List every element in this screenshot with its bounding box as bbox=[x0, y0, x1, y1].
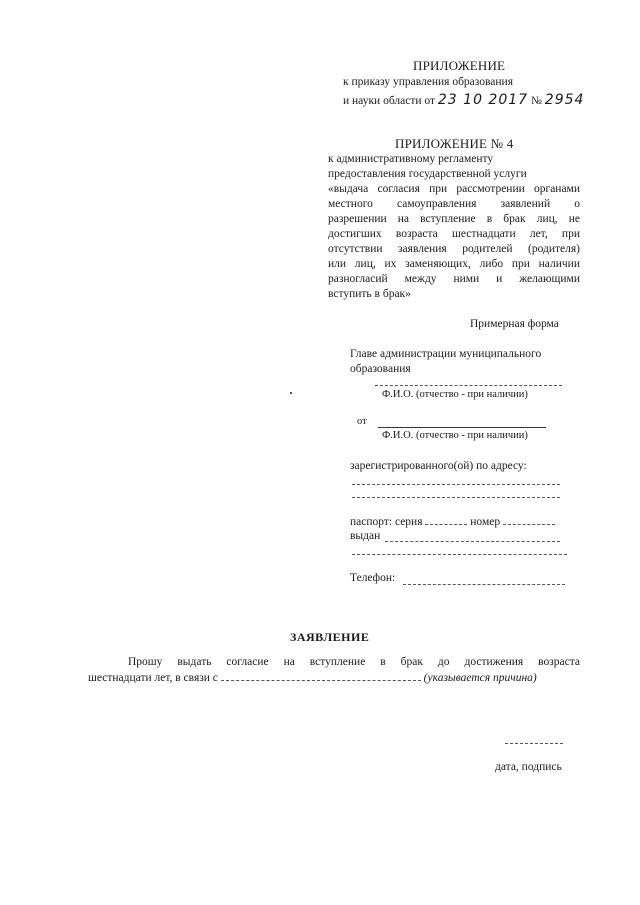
annex4-line: разногласий между ними и желающими bbox=[328, 273, 580, 285]
reason-hint: (указывается причина) bbox=[423, 672, 537, 684]
statement-heading: ЗАЯВЛЕНИЕ bbox=[290, 630, 370, 644]
statement-line1: Прошу выдать согласие на вступление в брак до достижения возраста bbox=[128, 656, 580, 668]
fio-hint-2: Ф.И.О. (отчество - при наличии) bbox=[382, 430, 528, 441]
registered-label: зарегистрированного(ой) по адресу: bbox=[350, 460, 527, 472]
statement-line2 bbox=[88, 672, 537, 684]
issued-label: выдан bbox=[350, 530, 381, 542]
addressee-line2: образования bbox=[350, 363, 411, 375]
annex4-line: «выдача согласия при рассмотрении органами bbox=[328, 183, 580, 195]
annex-order-prefix: и науки области от bbox=[343, 95, 436, 107]
statement-line1-wrap bbox=[128, 655, 580, 670]
address-line-2 bbox=[352, 497, 560, 498]
handwritten-date: 23 10 2017 bbox=[437, 92, 529, 108]
annex-order-line: к приказу управления образования bbox=[343, 76, 513, 88]
annex4-text bbox=[328, 152, 580, 302]
annex4-line: вступить в брак» bbox=[328, 288, 411, 300]
annex4-line: или лиц, их заменяющих, либо при наличии bbox=[328, 258, 580, 270]
form-label: Примерная форма bbox=[470, 318, 559, 330]
passport-series-field bbox=[425, 524, 467, 525]
phone-label: Телефон: bbox=[350, 572, 396, 584]
phone-line bbox=[403, 584, 565, 585]
fio-line bbox=[375, 385, 562, 386]
statement-line2-prefix: шестнадцати лет, в связи с bbox=[88, 672, 218, 684]
annex4-line: разрешении на вступление в брак лиц, не bbox=[328, 213, 580, 225]
annex-title: ПРИЛОЖЕНИЕ bbox=[413, 58, 506, 73]
annex4-line: к административному регламенту bbox=[328, 153, 494, 165]
issued-row bbox=[350, 530, 380, 542]
signature-label: дата, подпись bbox=[495, 761, 562, 773]
issued-line-2 bbox=[352, 554, 567, 555]
passport-number-label: номер bbox=[470, 516, 501, 528]
scan-speck bbox=[290, 392, 292, 394]
annex4-line: отсутствии заявления родителей (родителя) bbox=[328, 243, 580, 255]
from-label: от bbox=[357, 416, 367, 427]
reason-field bbox=[221, 680, 421, 681]
annex4-line: достигших возраста шестнадцати лет, при bbox=[328, 228, 580, 240]
annex4-title: ПРИЛОЖЕНИЕ № 4 bbox=[395, 136, 514, 151]
annex-order-date-line bbox=[343, 92, 584, 108]
signature-line bbox=[505, 743, 563, 744]
passport-series-label: паспорт: серия bbox=[350, 516, 423, 528]
number-label: № bbox=[530, 95, 542, 107]
issued-line-1 bbox=[385, 541, 560, 542]
from-line bbox=[378, 427, 546, 428]
address-line-1 bbox=[352, 484, 560, 485]
handwritten-number: 2954 bbox=[544, 92, 585, 108]
passport-number-field bbox=[503, 524, 555, 525]
fio-hint: Ф.И.О. (отчество - при наличии) bbox=[382, 389, 528, 400]
passport-row bbox=[350, 516, 555, 528]
annex4-line: предоставления государственной услуги bbox=[328, 168, 527, 180]
addressee-line1: Главе администрации муниципального bbox=[350, 348, 542, 360]
annex4-line: местного самоуправления заявлений о bbox=[328, 198, 580, 210]
